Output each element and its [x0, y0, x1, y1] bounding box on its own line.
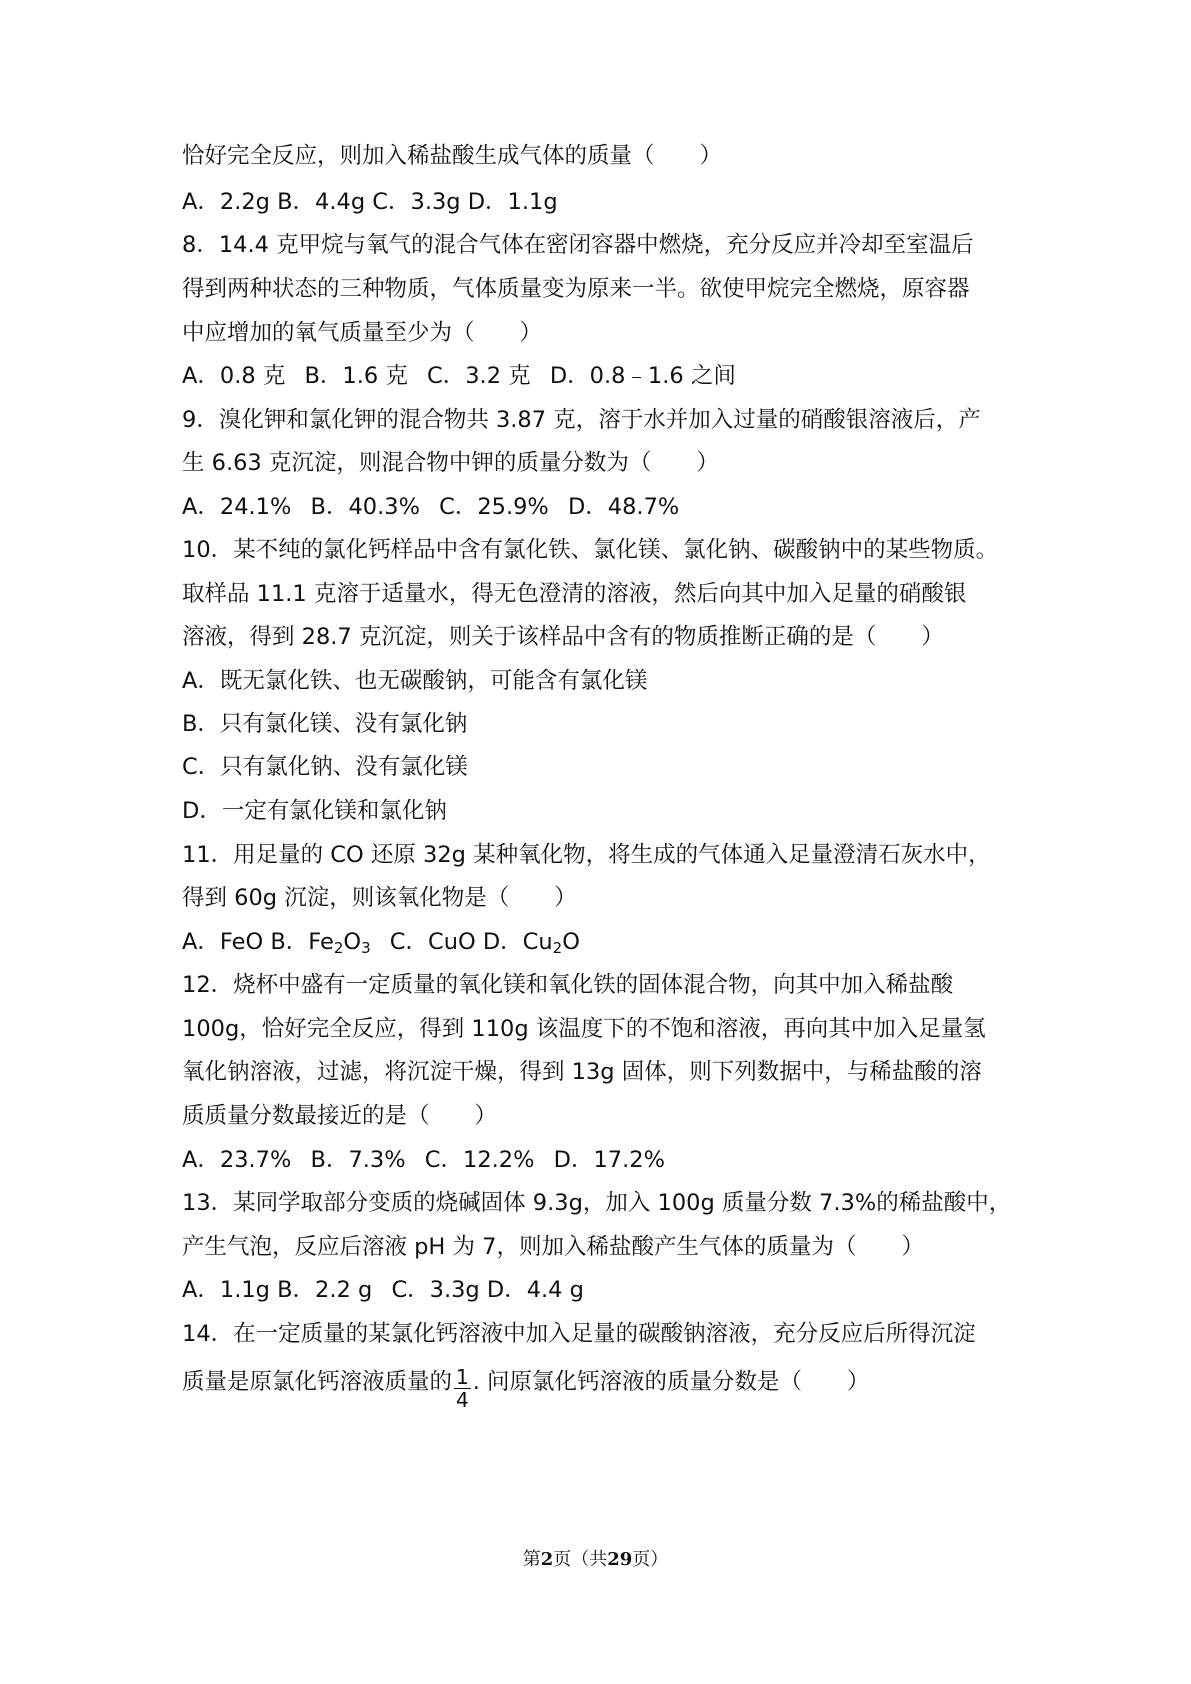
q8-option-d: D．0.8﹣1.6 之间: [549, 363, 736, 389]
q11-option-d: D．$Cu_2O$: [482, 929, 580, 957]
q7-option-d: D．1.1g: [467, 189, 558, 215]
q12-stem-line-2: 100g，恰好完全反应，得到 110g 该温度下的不饱和溶液，再向其中加入足量氢: [182, 1016, 986, 1042]
q11-stem-line-1: 11．用足量的 CO 还原 32g 某种氧化物，将生成的气体通入足量澄清石灰水中，: [182, 842, 991, 868]
q14-stem-line-1: 14．在一定质量的某氯化钙溶液中加入足量的碳酸钠溶液，充分反应后所得沉淀: [182, 1321, 976, 1347]
page-footer: 第2页（共29页）: [522, 1549, 669, 1570]
q9-options: [182, 492, 1032, 522]
q10-stem-line-2: 取样品 11.1 克溶于适量水，得无色澄清的溶液，然后向其中加入足量的硝酸银: [182, 581, 967, 607]
q9-option-a: A．24.1%: [182, 494, 292, 520]
q13-option-a: A．1.1g: [182, 1277, 270, 1303]
q11-option-c: C．CuO: [389, 929, 476, 955]
q8-option-b: B．1.6 克: [304, 363, 408, 389]
q13-options: [182, 1275, 1032, 1305]
q14-stem-line-2: 质量是原氯化钙溶液质量的 $\frac{1}{4}$ . 问原氯化钙溶液的质量分数是（ ）: [182, 1365, 870, 1412]
q10-option-d: D．一定有氯化镁和氯化钠: [182, 798, 447, 824]
q12-options: [182, 1145, 1032, 1175]
q12-option-a: A．23.7%: [182, 1147, 292, 1173]
q8-options: [182, 361, 1032, 391]
q13-option-d: D．4.4 g: [486, 1277, 584, 1303]
q8-option-a: A．0.8 克: [182, 363, 286, 389]
q11-option-b: B．$Fe_2O_3$: [270, 929, 371, 957]
q7-option-b: B．4.4g: [277, 189, 366, 215]
q7-option-c: C．3.3g: [372, 189, 461, 215]
q7-continuation: 恰好完全反应，则加入稀盐酸生成气体的质量（ ）: [182, 143, 723, 169]
q13-stem-line-2: 产生气泡，反应后溶液 pH 为 7，则加入稀盐酸产生气体的质量为（ ）: [182, 1234, 924, 1260]
q11-options: [182, 927, 1032, 963]
q8-stem-line-2: 得到两种状态的三种物质，气体质量变为原来一半。欲使甲烷完全燃烧，原容器: [182, 276, 970, 302]
q8-option-c: C．3.2 克: [427, 363, 531, 389]
q9-stem-line-2: 生 6.63 克沉淀，则混合物中钾的质量分数为（ ）: [182, 450, 719, 476]
q10-stem-line-3: 溶液，得到 28.7 克沉淀，则关于该样品中含有的物质推断正确的是（ ）: [182, 624, 944, 650]
q9-stem-line-1: 9．溴化钾和氯化钾的混合物共 3.87 克，溶于水并加入过量的硝酸银溶液后，产: [182, 407, 981, 433]
q8-stem-line-3: 中应增加的氧气质量至少为（ ）: [182, 320, 543, 346]
q9-option-b: B．40.3%: [310, 494, 420, 520]
q7-option-a: A．2.2g: [182, 189, 270, 215]
q12-option-b: B．7.3%: [310, 1147, 406, 1173]
q11-option-a: A．FeO: [182, 929, 264, 955]
q12-stem-line-1: 12．烧杯中盛有一定质量的氧化镁和氧化铁的固体混合物，向其中加入稀盐酸: [182, 972, 954, 998]
q12-stem-line-4: 质质量分数最接近的是（ ）: [182, 1103, 498, 1129]
q10-stem-line-1: 10．某不纯的氯化钙样品中含有氯化铁、氯化镁、氯化钠、碳酸钠中的某些物质。: [182, 537, 999, 563]
q10-option-a: A．既无氯化铁、也无碳酸钠，可能含有氯化镁: [182, 668, 648, 694]
q12-option-d: D．17.2%: [553, 1147, 665, 1173]
q10-option-b: B．只有氯化镁、没有氯化钠: [182, 711, 468, 737]
q9-option-c: C．25.9%: [439, 494, 549, 520]
q13-option-c: C．3.3g: [391, 1277, 480, 1303]
q8-stem-line-1: 8．14.4 克甲烷与氧气的混合气体在密闭容器中燃烧，充分反应并冷却至室温后: [182, 232, 974, 258]
q7-options: [182, 187, 1032, 217]
q10-option-c: C．只有氯化钠、没有氯化镁: [182, 754, 468, 780]
q12-stem-line-3: 氧化钠溶液，过滤，将沉淀干燥，得到 13g 固体，则下列数据中，与稀盐酸的溶: [182, 1059, 982, 1085]
q13-option-b: B．2.2 g: [277, 1277, 373, 1303]
page-number: 2: [540, 1549, 554, 1570]
q12-option-c: C．12.2%: [424, 1147, 535, 1173]
q9-option-d: D．48.7%: [567, 494, 680, 520]
fraction-one-quarter: $\frac{1}{4}$: [456, 1365, 469, 1412]
page-total: 29: [607, 1549, 633, 1570]
q13-stem-line-1: 13．某同学取部分变质的烧碱固体 9.3g，加入 100g 质量分数 7.3%的稀盐酸中，: [182, 1190, 1012, 1216]
q11-stem-line-2: 得到 60g 沉淀，则该氧化物是（ ）: [182, 885, 577, 911]
